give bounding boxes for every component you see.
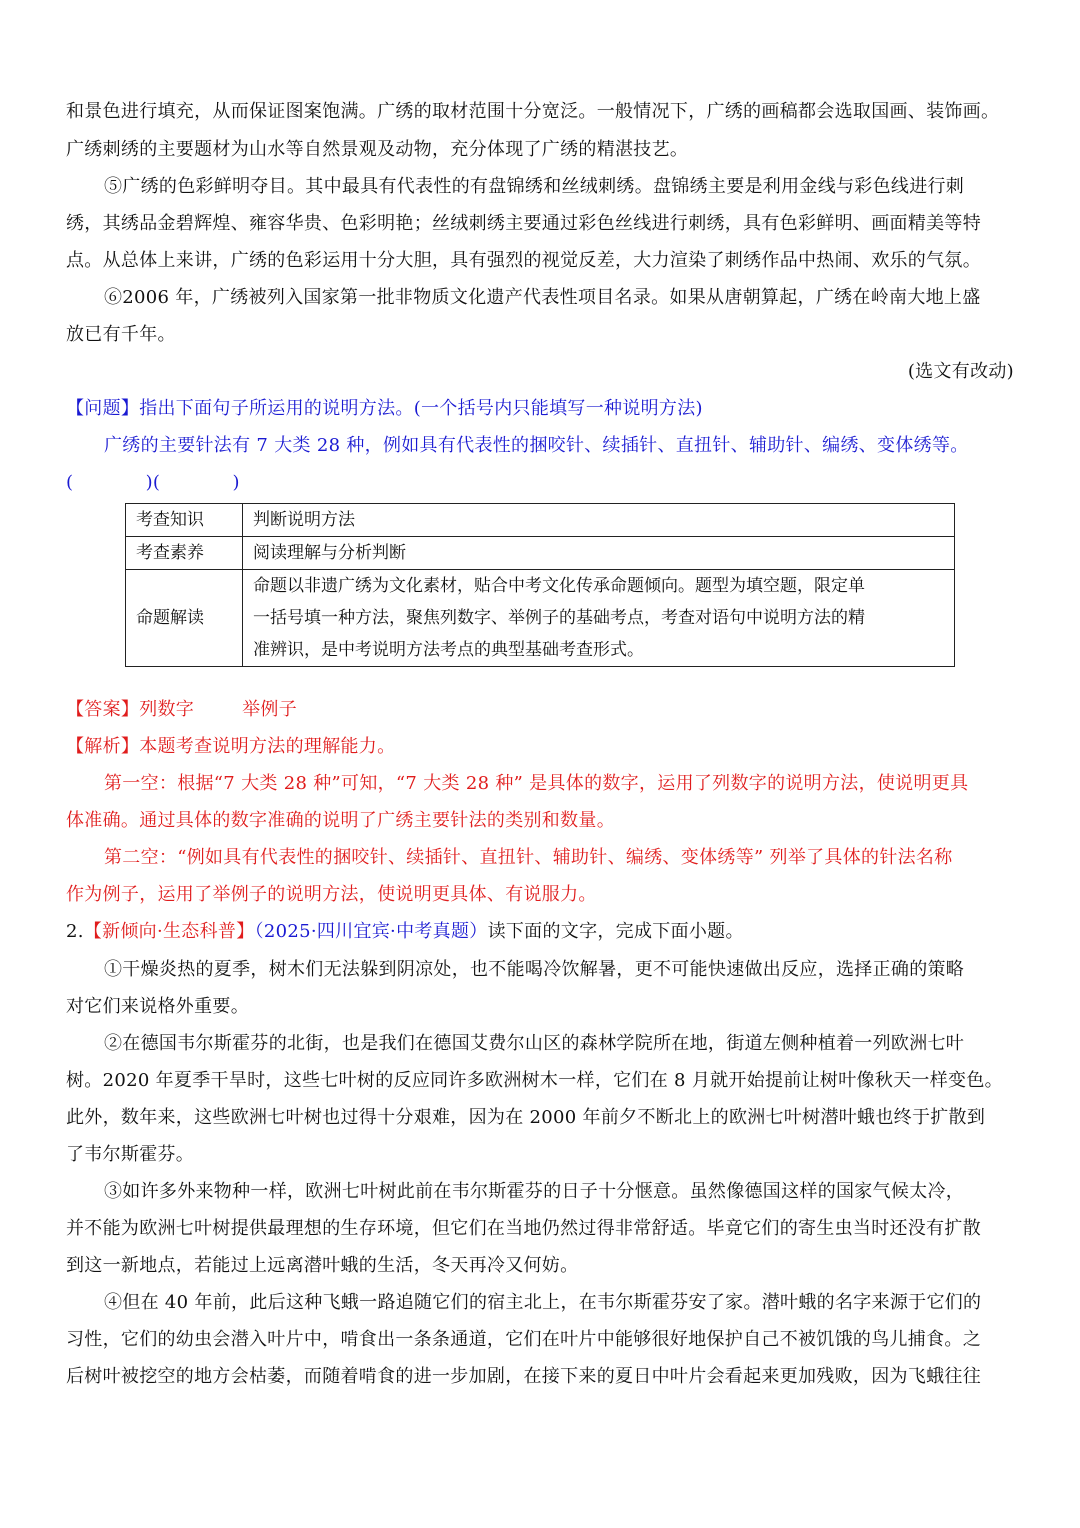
table-value: 阅读理解与分析判断 <box>243 537 955 570</box>
table-key: 考查素养 <box>126 537 243 570</box>
question-source: （2025·四川宜宾·中考真题） <box>254 921 488 942</box>
passage-line: ⑥2006 年，广绣被列入国家第一批非物质文化遗产代表性项目名录。如果从唐朝算起，广绣在岭南大地上盛 <box>104 287 981 308</box>
answer-2: 举例子 <box>242 699 298 720</box>
passage-line: ③如许多外来物种一样，欧洲七叶树此前在韦尔斯霍芬的日子十分惬意。虽然像德国这样的国家气候太冷， <box>104 1181 965 1202</box>
answer-1: 列数字 <box>139 699 195 720</box>
passage-line: 习性，它们的幼虫会潜入叶片中，啃食出一条条通道，它们在叶片中能够很好地保护自己不被饥饿的鸟儿捕食。之 <box>66 1329 981 1350</box>
question-label: 【问题】指出下面句子所运用的说明方法。(一个括号内只能填写一种说明方法) <box>66 398 703 419</box>
analysis-line: 第二空：“例如具有代表性的捆咬针、续插针、直扭针、辅助针、编绣、变体绣等” 列举了具体的针法名称 <box>104 847 953 868</box>
table-value-line: 一括号填一种方法，聚焦列数字、举例子的基础考点，考查对语句中说明方法的精 <box>253 608 865 628</box>
question-number: 2. <box>66 921 84 942</box>
passage-line: 此外，数年来，这些欧洲七叶树也过得十分艰难，因为在 2000 年前夕不断北上的欧洲七叶树潜叶蛾也终于扩散到 <box>66 1107 986 1128</box>
passage-line: 并不能为欧洲七叶树提供最理想的生存环境，但它们在当地仍然过得非常舒适。毕竟它们的寄生虫当时还没有扩散 <box>66 1218 981 1239</box>
passage-line: 树。2020 年夏季干旱时，这些七叶树的反应同许多欧洲树木一样，它们在 8 月就开始提前让树叶像秋天一样变色。 <box>66 1070 1003 1091</box>
table-key: 考查知识 <box>126 504 243 537</box>
analysis-line: 体准确。通过具体的数字准确的说明了广绣主要针法的类别和数量。 <box>66 810 615 831</box>
passage-line: 绣，其绣品金碧辉煌、雍容华贵、色彩明艳；丝绒刺绣主要通过彩色丝线进行刺绣，具有色彩鲜明、画面精美等特 <box>66 213 981 234</box>
passage-line: 到这一新地点，若能过上远离潜叶蛾的生活，冬天再冷又何妨。 <box>66 1255 579 1276</box>
passage-line: ②在德国韦尔斯霍芬的北街，也是我们在德国艾费尔山区的森林学院所在地，街道左侧种植着一列欧洲七叶 <box>104 1033 965 1054</box>
passage-line: ④但在 40 年前，此后这种飞蛾一路追随它们的宿主北上，在韦尔斯霍芬安了家。潜叶蛾的名字来源于它们的 <box>104 1292 982 1313</box>
question-instruction: 读下面的文字，完成下面小题。 <box>487 921 744 942</box>
passage-line: 放已有千年。 <box>66 324 176 345</box>
passage-line: 对它们来说格外重要。 <box>66 996 249 1017</box>
table-value: 判断说明方法 <box>243 504 955 537</box>
answer-line <box>66 698 297 722</box>
table-row <box>126 537 955 570</box>
passage-line: 广绣刺绣的主要题材为山水等自然景观及动物，充分体现了广绣的精湛技艺。 <box>66 139 689 160</box>
info-table <box>125 503 955 667</box>
analysis-label: 【解析】本题考查说明方法的理解能力。 <box>66 736 396 757</box>
table-key: 命题解读 <box>126 570 243 667</box>
answer-blanks: ( )( ) <box>66 472 240 493</box>
question-tag: 【新倾向·生态科普】 <box>83 921 255 942</box>
analysis-line: 第一空：根据“7 大类 28 种”可知，“7 大类 28 种” 是具体的数字，运用了列数字的说明方法，使说明更具 <box>104 773 969 794</box>
passage-line: 和景色进行填充，从而保证图案饱满。广绣的取材范围十分宽泛。一般情况下，广绣的画稿都会选取国画、装饰画。 <box>66 101 1000 122</box>
passage-line: 后树叶被挖空的地方会枯萎，而随着啃食的进一步加剧，在接下来的夏日中叶片会看起来更加残败，因为飞蛾往往 <box>66 1366 981 1387</box>
passage-line: 点。从总体上来讲，广绣的色彩运用十分大胆，具有强烈的视觉反差，大力渲染了刺绣作品中热闹、欢乐的气氛。 <box>66 250 981 271</box>
table-row <box>126 504 955 537</box>
table-value-line: 命题以非遗广绣为文化素材，贴合中考文化传承命题倾向。题型为填空题，限定单 <box>253 576 865 596</box>
passage-line: ①干燥炎热的夏季，树木们无法躲到阴凉处，也不能喝冷饮解暑，更不可能快速做出反应，选择正确的策略 <box>104 959 965 980</box>
source-note: (选文有改动) <box>907 361 1014 382</box>
question-2-header <box>66 920 744 944</box>
passage-line: ⑤广绣的色彩鲜明夺目。其中最具有代表性的有盘锦绣和丝绒刺绣。盘锦绣主要是利用金线与彩色线进行刺 <box>104 176 965 197</box>
answer-label: 【答案】 <box>66 699 140 720</box>
table-value <box>243 570 955 667</box>
question-sentence: 广绣的主要针法有 7 大类 28 种，例如具有代表性的捆咬针、续插针、直扭针、辅助针、编绣、变体绣等。 <box>104 435 969 456</box>
table-value-line: 准辨识，是中考说明方法考点的典型基础考查形式。 <box>253 640 644 660</box>
passage-line: 了韦尔斯霍芬。 <box>66 1144 195 1165</box>
analysis-line: 作为例子，运用了举例子的说明方法，使说明更具体、有说服力。 <box>66 884 597 905</box>
table-row <box>126 570 955 667</box>
